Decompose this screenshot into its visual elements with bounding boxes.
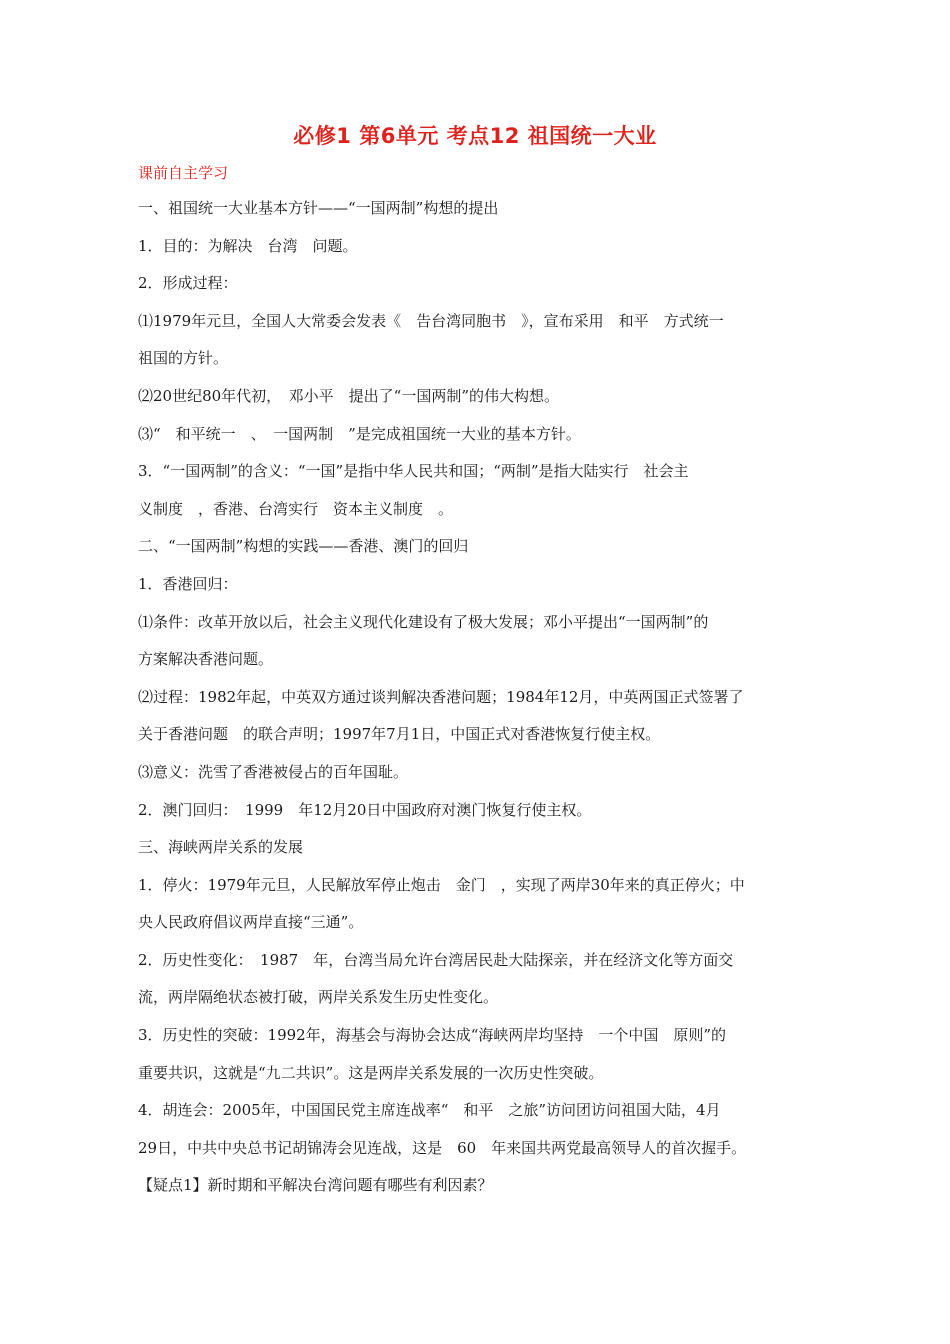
text-line: ⑶“ 和平统一 、 一国两制 ”是完成祖国统一大业的基本方针。 xyxy=(138,424,581,443)
text-line: ⑶意义：洗雪了香港被侵占的百年国耻。 xyxy=(138,762,409,781)
text-line: 1．停火：1979年元旦，人民解放军停止炮击 金门 ，实现了两岸30年来的真正停火；中 xyxy=(138,875,745,894)
document-title: 必修1 第6单元 考点12 祖国统一大业 xyxy=(293,124,657,148)
text-line: 重要共识，这就是“九二共识”。这是两岸关系发展的一次历史性突破。 xyxy=(138,1063,604,1082)
text-line: 义制度 ，香港、台湾实行 资本主义制度 。 xyxy=(138,499,454,518)
text-line: 一、祖国统一大业基本方针——“一国两制”构想的提出 xyxy=(138,199,499,217)
text-line: 祖国的方针。 xyxy=(138,349,229,368)
text-line: 三、海峡两岸关系的发展 xyxy=(138,838,304,857)
text-line: ⑵20世纪80年代初， 邓小平 提出了“一国两制”的伟大构想。 xyxy=(138,386,560,405)
text-line: ⑴1979年元旦，全国人大常委会发表《 告台湾同胞书 》，宣布采用 和平 方式统一 xyxy=(138,311,724,330)
text-line: 方案解决香港问题。 xyxy=(138,650,274,669)
document-body xyxy=(138,198,818,1213)
section-subtitle: 课前自主学习 xyxy=(138,164,229,182)
text-line: 流，两岸隔绝状态被打破，两岸关系发生历史性变化。 xyxy=(138,988,499,1007)
text-line: 1．香港回归： xyxy=(138,574,238,593)
text-line: 4．胡连会：2005年，中国国民党主席连战率“ 和平 之旅”访问团访问祖国大陆，4月 xyxy=(138,1101,721,1120)
text-line: ⑴条件：改革开放以后，社会主义现代化建设有了极大发展；邓小平提出“一国两制”的 xyxy=(138,612,709,631)
text-line: 29日，中共中央总书记胡锦涛会见连战，这是 60 年来国共两党最高领导人的首次握手。 xyxy=(138,1138,747,1157)
text-line: 关于香港问题 的联合声明；1997年7月1日，中国正式对香港恢复行使主权。 xyxy=(138,725,661,744)
text-line: 【疑点1】新时期和平解决台湾问题有哪些有利因素？ xyxy=(138,1176,493,1195)
text-line: 2．形成过程： xyxy=(138,274,238,293)
text-line: 2．历史性变化： 1987 年，台湾当局允许台湾居民赴大陆探亲，并在经济文化等方面交 xyxy=(138,950,734,969)
text-line: 3．历史性的突破：1992年，海基会与海协会达成“海峡两岸均坚持 一个中国 原则”的 xyxy=(138,1026,727,1045)
text-line: 央人民政府倡议两岸直接“三通”。 xyxy=(138,913,364,932)
text-line: 3．“一国两制”的含义：“一国”是指中华人民共和国；“两制”是指大陆实行 社会主 xyxy=(138,462,689,481)
text-line: 二、“一国两制”构想的实践——香港、澳门的回归 xyxy=(138,537,469,556)
text-line: 1．目的：为解决 台湾 问题。 xyxy=(138,236,358,255)
text-line: 2．澳门回归： 1999 年12月20日中国政府对澳门恢复行使主权。 xyxy=(138,800,592,819)
text-line: ⑵过程：1982年起，中英双方通过谈判解决香港问题；1984年12月，中英两国正式签署了 xyxy=(138,687,744,706)
